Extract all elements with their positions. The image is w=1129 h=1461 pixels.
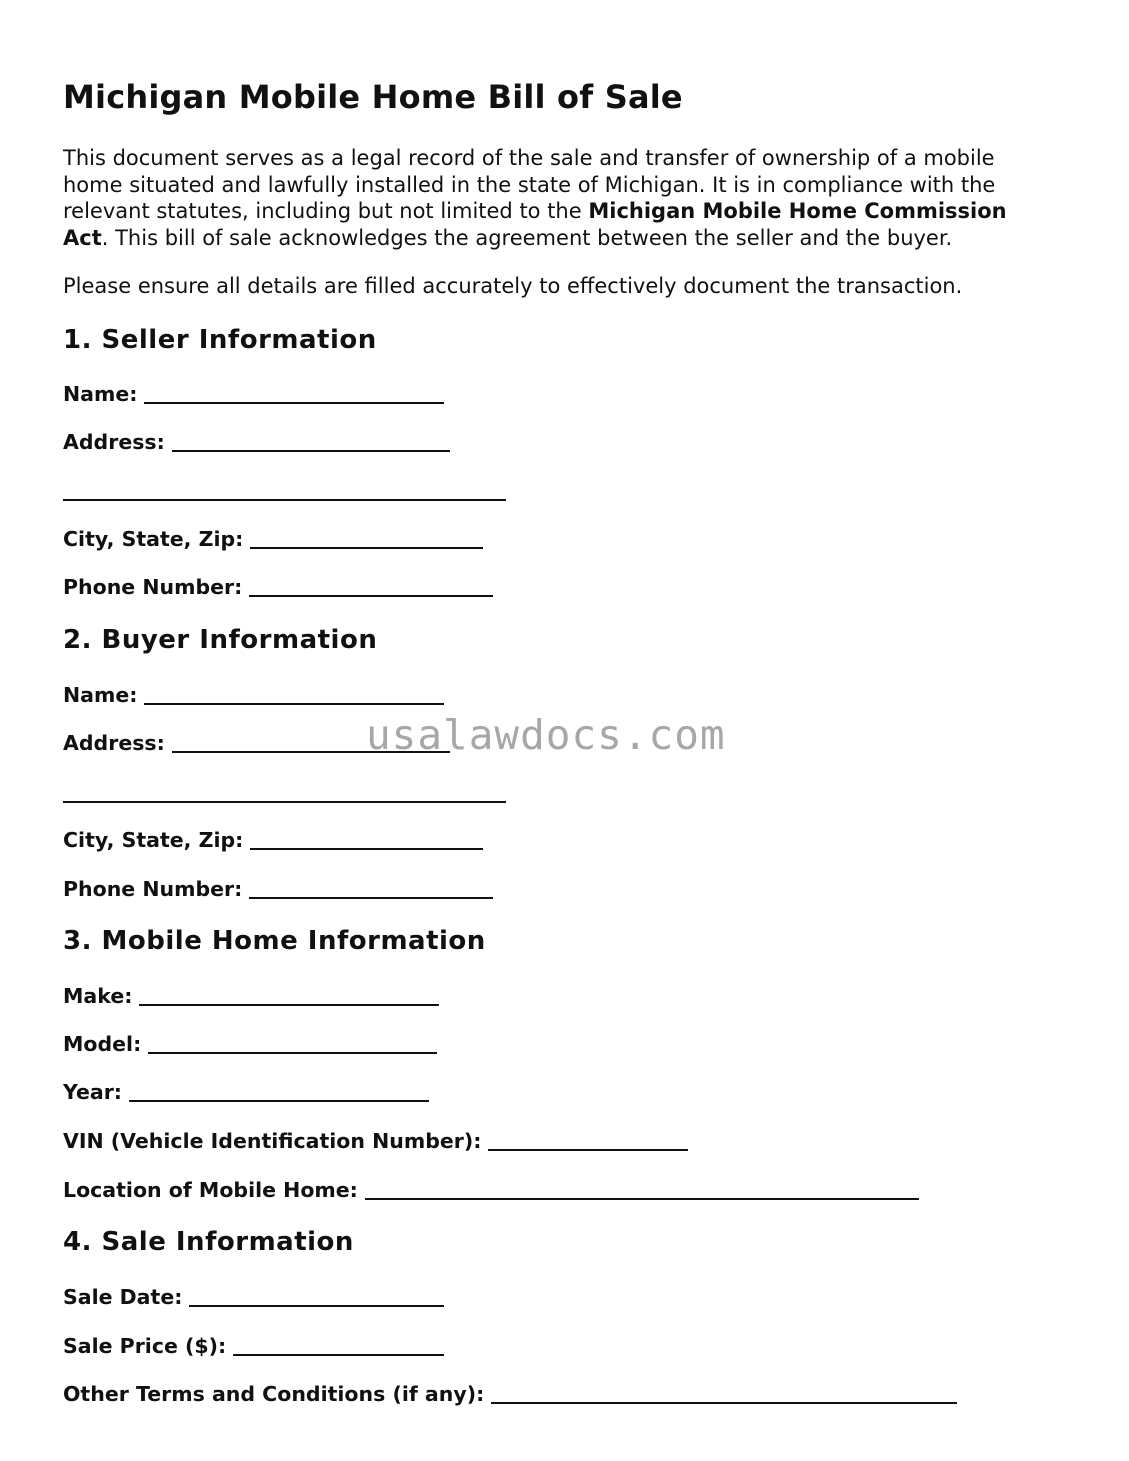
watermark-text: usalawdocs.com [366,711,726,759]
sale-date-blank[interactable] [189,1287,444,1307]
buyer-city-label: City, State, Zip: [63,828,244,852]
sale-price-label: Sale Price ($): [63,1334,227,1358]
mobile-home-section-heading: 3. Mobile Home Information [63,926,486,956]
buyer-city-field[interactable] [63,826,483,852]
sale-price-blank[interactable] [233,1336,444,1356]
seller-name-blank[interactable] [144,384,444,404]
location-field[interactable] [63,1176,919,1202]
sale-date-label: Sale Date: [63,1285,183,1309]
buyer-phone-blank[interactable] [249,879,493,899]
make-field[interactable] [63,982,439,1008]
seller-city-field[interactable] [63,525,483,551]
instructions-note: Please ensure all details are filled accurately to effectively document the transaction. [63,274,963,298]
seller-phone-blank[interactable] [249,577,493,597]
seller-name-label: Name: [63,382,138,406]
other-terms-blank[interactable] [491,1384,957,1404]
intro-paragraph [63,145,1058,251]
seller-address-field[interactable] [63,428,450,454]
buyer-section-heading: 2. Buyer Information [63,625,378,655]
buyer-name-field[interactable] [63,681,444,707]
vin-label: VIN (Vehicle Identification Number): [63,1129,482,1153]
seller-city-blank[interactable] [250,529,483,549]
location-blank[interactable] [365,1180,919,1200]
year-blank[interactable] [129,1082,429,1102]
seller-address-blank[interactable] [172,432,450,452]
seller-phone-field[interactable] [63,573,493,599]
seller-section-heading: 1. Seller Information [63,325,377,355]
page-title: Michigan Mobile Home Bill of Sale [63,78,683,116]
seller-phone-label: Phone Number: [63,575,243,599]
buyer-address-line-2[interactable] [63,801,506,803]
model-blank[interactable] [148,1034,437,1054]
seller-address-line-2[interactable] [63,499,506,501]
vin-field[interactable] [63,1127,688,1153]
year-label: Year: [63,1080,123,1104]
act-name: Michigan Mobile Home Commission Act [63,199,1007,250]
other-terms-label: Other Terms and Conditions (if any): [63,1382,485,1406]
buyer-city-blank[interactable] [250,830,483,850]
buyer-name-label: Name: [63,683,138,707]
make-blank[interactable] [139,986,439,1006]
vin-blank[interactable] [488,1131,688,1151]
intro-text-part2: . This bill of sale acknowledges the agreement between the seller and the buyer. [101,225,953,250]
sale-price-field[interactable] [63,1332,444,1358]
make-label: Make: [63,984,133,1008]
sale-section-heading: 4. Sale Information [63,1227,354,1257]
intro-text-part1: This document serves as a legal record of the sale and transfer of ownership of a mobile home situated and lawfully installed in the state of Michigan. It is in compliance with the relevant statutes, including but not limited to the [63,146,996,223]
seller-city-label: City, State, Zip: [63,527,244,551]
seller-address-label: Address: [63,430,165,454]
buyer-name-blank[interactable] [144,685,444,705]
buyer-address-label: Address: [63,731,165,755]
sale-date-field[interactable] [63,1283,444,1309]
seller-name-field[interactable] [63,380,444,406]
other-terms-field[interactable] [63,1380,957,1406]
buyer-phone-label: Phone Number: [63,877,243,901]
model-field[interactable] [63,1030,437,1056]
year-field[interactable] [63,1078,429,1104]
model-label: Model: [63,1032,142,1056]
location-label: Location of Mobile Home: [63,1178,358,1202]
buyer-phone-field[interactable] [63,875,493,901]
